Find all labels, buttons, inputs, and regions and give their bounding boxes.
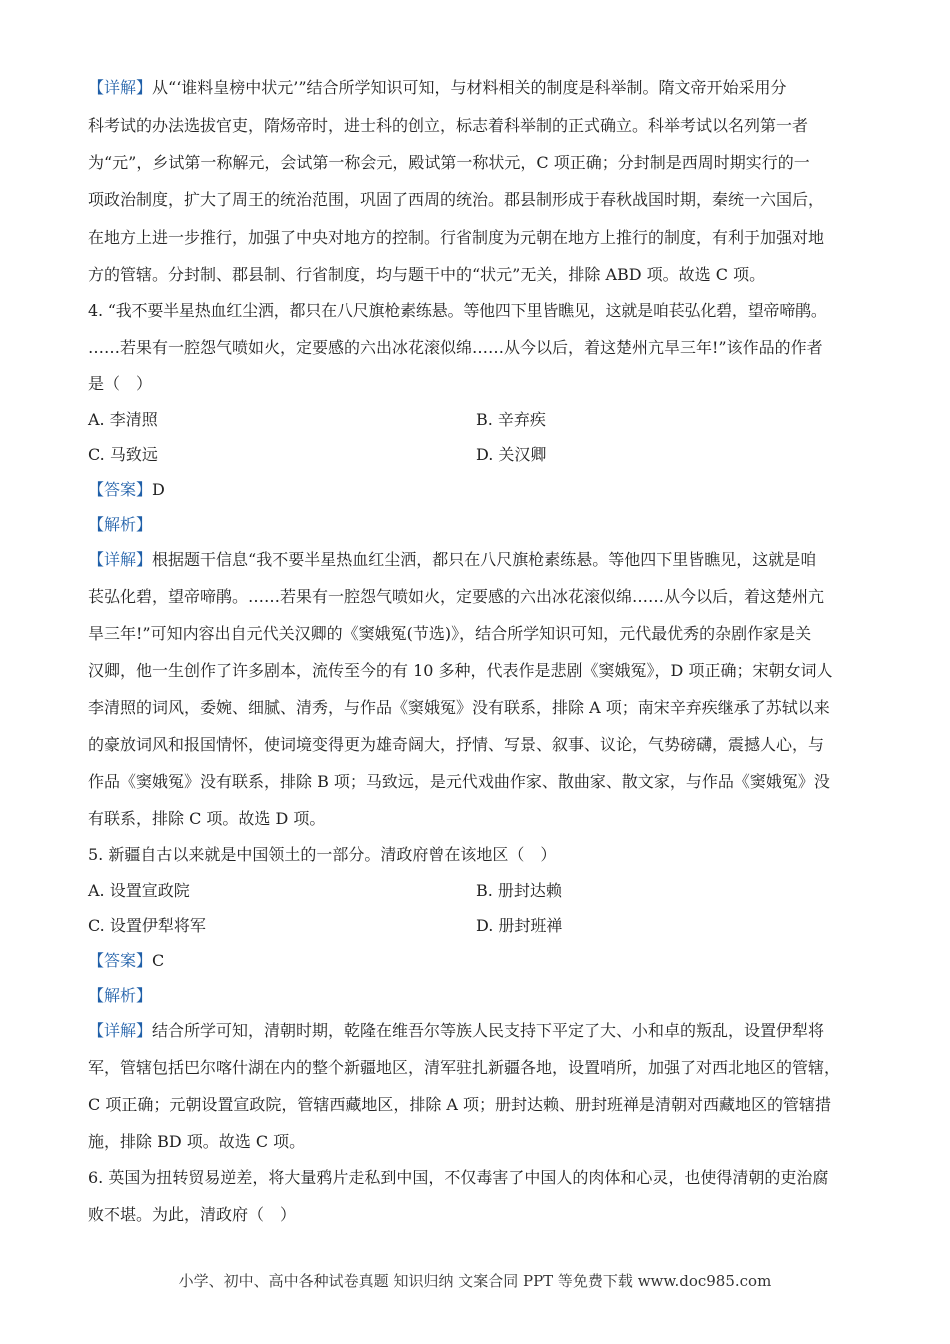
q5-option-b: B. 册封达赖 [476,881,562,900]
answer-tag: 【答案】 [88,480,153,499]
q6-stem-line: 6. 英国为扭转贸易逆差，将大量鸦片走私到中国，不仅毒害了中国人的肉体和心灵，也使得清朝的吏治腐 [88,1168,829,1187]
q4-answer [88,480,165,500]
q4-detail-line: 李清照的词风，委婉、细腻、清秀，与作品《窦娥冤》没有联系，排除 A 项；南宋辛弃疾继承了苏轼以来 [88,698,830,717]
q4-option-c: C. 马致远 [88,445,158,464]
q4-detail-line: 旱三年!”可知内容出自元代关汉卿的《窦娥冤(节选)》，结合所学知识可知，元代最优秀的杂剧作家是关 [88,624,812,643]
detail-tag: 【详解】 [88,550,153,569]
q4-detail-line: 作品《窦娥冤》没有联系，排除 B 项；马致远，是元代戏曲作家、散曲家、散文家，与作品《窦娥冤》没 [88,772,830,791]
q5-detail-line: C 项正确；元朝设置宣政院，管辖西藏地区，排除 A 项；册封达赖、册封班禅是清朝对西藏地区的管辖措 [88,1095,832,1114]
q6-stem-line: 败不堪。为此，清政府（ ） [88,1205,297,1224]
q5-analysis-tag: 【解析】 [88,986,153,1005]
detail-tag: 【详解】 [88,1021,153,1040]
q4-stem-line: ……若果有一腔怨气喷如火，定要感的六出冰花滚似绵……从今以后，着这楚州亢旱三年!”该作品的作者 [88,338,823,357]
q4-option-b: B. 辛弃疾 [476,410,546,429]
q4-detail-line: 苌弘化碧，望帝啼鹃。……若果有一腔怨气喷如火，定要感的六出冰花滚似绵……从今以后，着这楚州亢 [88,587,825,606]
q4-analysis-tag: 【解析】 [88,515,153,534]
q5-option-c: C. 设置伊犁将军 [88,916,206,935]
q3-detail-line: 项政治制度，扩大了周王的统治范围，巩固了西周的统治。郡县制形成于春秋战国时期，秦统一六国后， [88,190,825,209]
q4-detail-line: 汉卿，他一生创作了许多剧本，流传至今的有 10 多种，代表作是悲剧《窦娥冤》，D 项正确；宋朝女词人 [88,661,833,680]
q3-detail-line: 在地方上进一步推行，加强了中央对地方的控制。行省制度为元朝在地方上推行的制度，有利于加强对地 [88,228,825,247]
page-footer: 小学、初中、高中各种试卷真题 知识归纳 文案合同 PPT 等免费下载 www.doc985.com [178,1272,772,1290]
q4-answer-value: D [152,480,165,499]
q5-detail-line: 施，排除 BD 项。故选 C 项。 [88,1132,306,1151]
q4-stem-line: 4. “我不要半星热血红尘洒，都只在八尺旗枪素练悬。等他四下里皆瞧见，这就是咱苌弘化碧，望帝啼鹃。 [88,301,827,320]
q4-detail-line: 有联系，排除 C 项。故选 D 项。 [88,809,326,828]
q3-detail-line: 科考试的办法选拔官吏，隋炀帝时，进士科的创立，标志着科举制的正式确立。科举考试以名列第一者 [88,116,809,135]
q4-stem-line: 是（ ） [88,374,153,393]
q3-detail-line: 为“元”，乡试第一称解元，会试第一称会元，殿试第一称状元，C 项正确；分封制是西周时期实行的一 [88,153,810,172]
q5-answer [88,951,164,971]
q5-detail-line: 军，管辖包括巴尔喀什湖在内的整个新疆地区，清军驻扎新疆各地，设置哨所，加强了对西北地区的管辖， [88,1058,841,1077]
q5-stem-line: 5. 新疆自古以来就是中国领土的一部分。清政府曾在该地区（ ） [88,845,557,864]
detail-tag: 【详解】 [88,78,153,97]
answer-tag: 【答案】 [88,951,153,970]
q4-detail-line: 的豪放词风和报国情怀，使词境变得更为雄奇阔大，抒情、写景、叙事、议论，气势磅礴，震撼人心，与 [88,735,825,754]
q3-detail-line: 【详解】从“‘谁料皇榜中状元’”结合所学知识可知，与材料相关的制度是科举制。隋文帝开始采用分 [88,78,787,97]
q5-answer-value: C [152,951,165,970]
q4-option-a: A. 李清照 [88,410,158,429]
q5-detail-line: 【详解】结合所学可知，清朝时期，乾隆在维吾尔等族人民支持下平定了大、小和卓的叛乱，设置伊犁将 [88,1021,825,1040]
q5-option-d: D. 册封班禅 [476,916,563,935]
q4-option-d: D. 关汉卿 [476,445,547,464]
q4-detail-line: 【详解】根据题干信息“我不要半星热血红尘洒，都只在八尺旗枪素练悬。等他四下里皆瞧见，这就是咱 [88,550,817,569]
q5-option-a: A. 设置宣政院 [88,881,190,900]
q3-detail-line: 方的管辖。分封制、郡县制、行省制度，均与题干中的“状元”无关，排除 ABD 项。故选 C 项。 [88,265,766,284]
